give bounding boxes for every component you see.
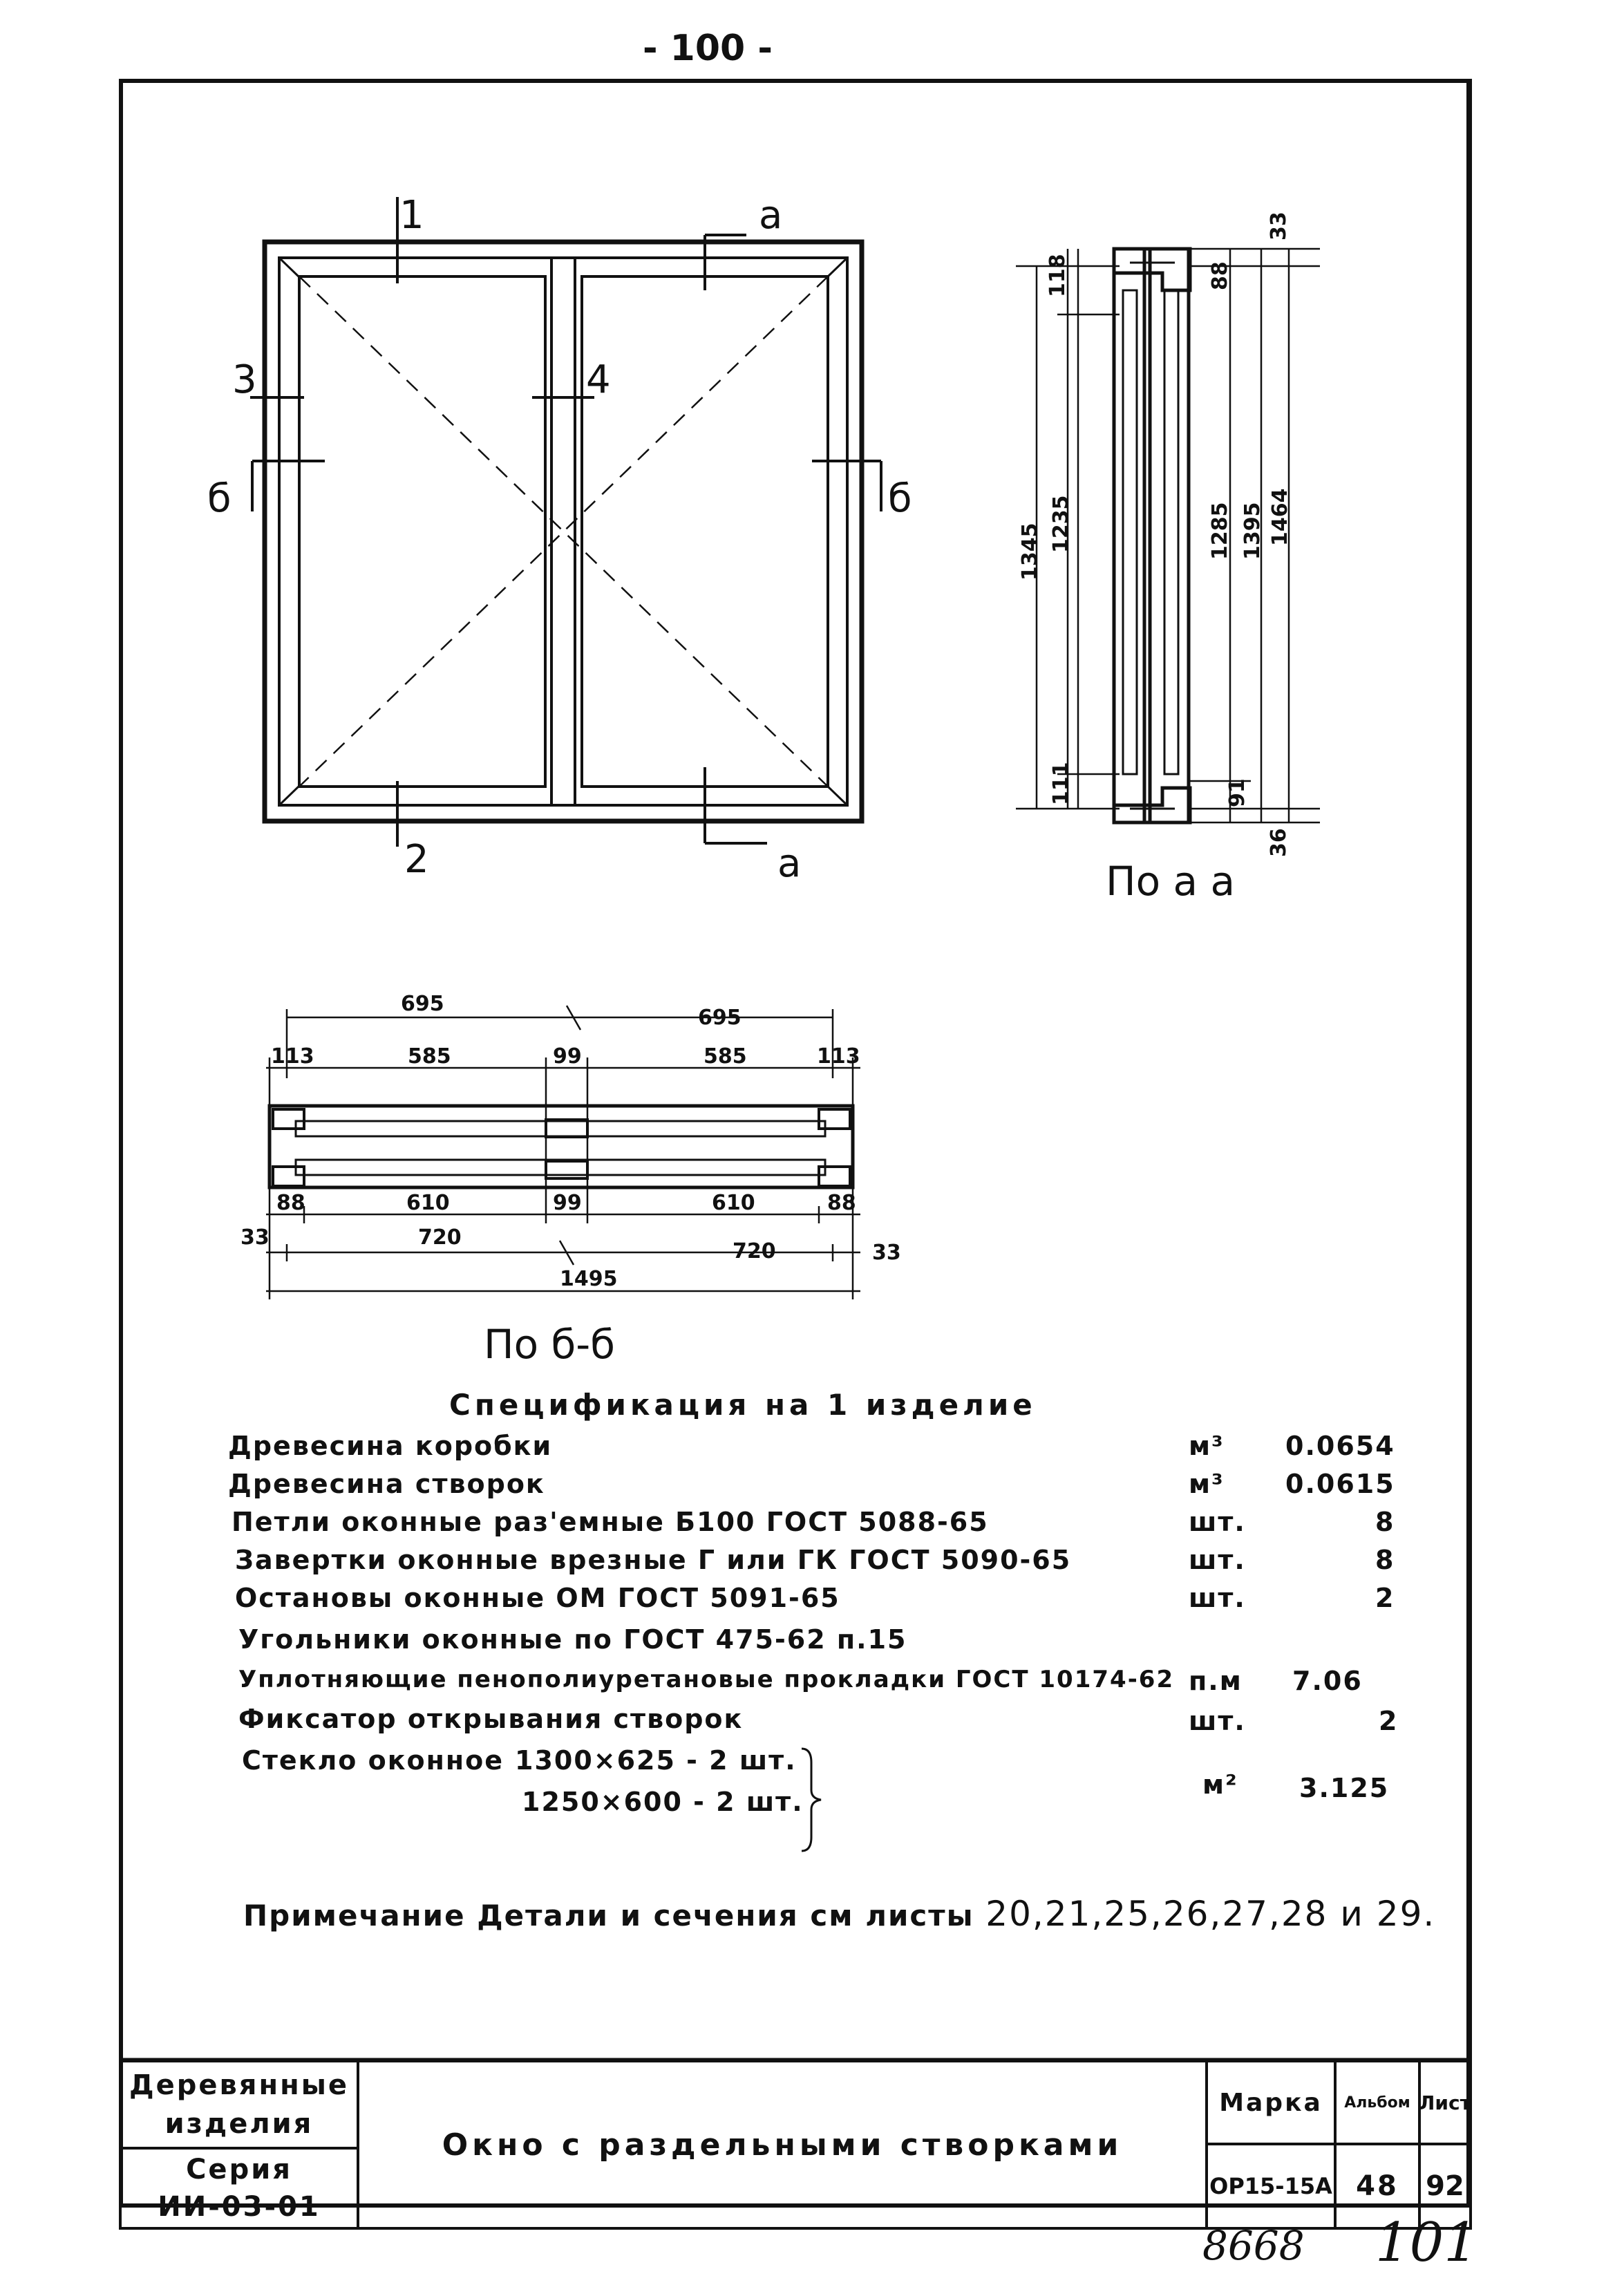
dim-88-right: 88 — [827, 1191, 856, 1215]
spec-row-name: Остановы оконные ОМ ГОСТ 5091-65 — [235, 1583, 840, 1613]
page-number: - 100 - — [643, 28, 773, 69]
spec-row-name: Фиксатор открывания створок — [238, 1704, 744, 1734]
glass-label: Стекло оконное — [242, 1745, 504, 1776]
dim-695-left: 695 — [401, 992, 444, 1016]
album-value: 48 — [1334, 2143, 1421, 2230]
dim-88: 88 — [1208, 261, 1232, 290]
cut-mark-4: 4 — [586, 357, 611, 402]
sheet-label: Лист — [1418, 2060, 1472, 2145]
dim-99-bottom: 99 — [553, 1191, 582, 1215]
category-line-1: Деревянные — [129, 2069, 350, 2101]
spec-row-value: 8 — [1375, 1507, 1395, 1537]
dim-1345: 1345 — [1018, 523, 1042, 581]
dim-33: 33 — [1267, 211, 1291, 241]
title-block-title: Окно с раздельными створками — [357, 2060, 1208, 2230]
dim-610-left: 610 — [406, 1191, 450, 1215]
section-aa-dim-text — [1018, 211, 1292, 857]
spec-row-value: 2 — [1379, 1706, 1399, 1736]
series-value: ИИ-03-01 — [158, 2191, 321, 2223]
section-aa-caption: По а а — [1106, 858, 1236, 905]
section-aa — [1114, 249, 1190, 822]
spec-row-unit: м³ — [1189, 1469, 1225, 1499]
mark-label: Марка — [1205, 2060, 1337, 2145]
album-label: Альбом — [1334, 2060, 1421, 2145]
glass-line-2: 1250×600 - 2 шт. — [522, 1787, 804, 1817]
spec-row-name: Древесина коробки — [228, 1431, 553, 1461]
spec-row-name: Петли оконные раз'емные Б100 ГОСТ 5088-65 — [232, 1507, 989, 1537]
section-bb — [270, 1106, 853, 1187]
spec-row-name: Угольники оконные по ГОСТ 475-62 п.15 — [238, 1624, 907, 1655]
note — [243, 1894, 1435, 1934]
dim-99-top: 99 — [553, 1044, 582, 1069]
spec-row-unit: п.м — [1189, 1666, 1243, 1696]
spec-row-unit: шт. — [1189, 1507, 1246, 1537]
spec-row-value: 8 — [1375, 1545, 1395, 1575]
series-label: Серия — [186, 2154, 292, 2185]
category-line-2: изделия — [164, 2108, 314, 2140]
spec-row-value: 2 — [1375, 1583, 1395, 1613]
note-sheets: 20,21,25,26,27,28 и 29. — [985, 1894, 1436, 1934]
dim-610-right: 610 — [712, 1191, 755, 1215]
dim-33-right: 33 — [872, 1241, 901, 1265]
spec-row-name: Завертки оконные врезные Г или ГК ГОСТ 5090-65 — [235, 1545, 1072, 1575]
dim-585-left: 585 — [408, 1044, 451, 1069]
section-bb-dim-text — [240, 992, 901, 1291]
cut-mark-3: 3 — [232, 357, 257, 402]
title-block-category — [119, 2060, 359, 2150]
spec-row-name: Уплотняющие пенополиуретановые прокладки ГОСТ 10174-62 — [238, 1666, 1175, 1693]
cut-mark-b-right: б — [888, 476, 912, 521]
dim-91: 91 — [1225, 778, 1249, 807]
spec-row-unit: м³ — [1189, 1431, 1225, 1461]
spec-row-value: 0.0615 — [1285, 1469, 1395, 1499]
dim-695-right: 695 — [698, 1006, 742, 1030]
title-block-series — [119, 2147, 359, 2230]
handwritten-page: 101 — [1375, 2212, 1478, 2274]
spec-row-unit: шт. — [1189, 1583, 1246, 1613]
glass-brace — [802, 1749, 821, 1851]
cut-mark-a-top: а — [759, 193, 783, 238]
dim-36: 36 — [1267, 828, 1291, 857]
spec-row-value: 0.0654 — [1285, 1431, 1395, 1461]
mark-value: ОР15-15А — [1205, 2143, 1337, 2230]
dim-113-left: 113 — [271, 1044, 314, 1069]
dim-33-left: 33 — [240, 1225, 270, 1250]
dim-111: 111 — [1049, 762, 1073, 805]
spec-row-name: Древесина створок — [228, 1469, 545, 1499]
dim-113-right: 113 — [817, 1044, 860, 1069]
spec-row-unit: шт. — [1189, 1545, 1246, 1575]
dim-118: 118 — [1046, 254, 1070, 297]
dim-1285: 1285 — [1208, 502, 1232, 560]
cut-mark-1: 1 — [399, 193, 424, 238]
handwritten-stamp-number: 8668 — [1202, 2222, 1305, 2269]
dim-1395: 1395 — [1240, 502, 1265, 560]
spec-row-unit: шт. — [1189, 1706, 1246, 1736]
glass-value: 3.125 — [1299, 1773, 1390, 1803]
note-text: Примечание Детали и сечения см листы — [243, 1899, 974, 1933]
sheet-value: 92 — [1418, 2143, 1472, 2230]
cut-mark-a-bottom: а — [777, 841, 802, 886]
dim-585-right: 585 — [704, 1044, 747, 1069]
spec-row-value: 7.06 — [1292, 1666, 1363, 1696]
window-elevation — [250, 197, 881, 847]
dim-720-right: 720 — [733, 1239, 776, 1263]
dim-1495: 1495 — [560, 1267, 618, 1291]
cut-mark-b-left: б — [207, 476, 232, 521]
spec-title: Спецификация на 1 изделие — [449, 1388, 1037, 1422]
glass-line-1: 1300×625 - 2 шт. — [515, 1745, 797, 1776]
dim-1464: 1464 — [1268, 488, 1292, 546]
glass-unit: м² — [1202, 1769, 1238, 1800]
section-bb-caption: По б-б — [484, 1321, 616, 1368]
dim-720-left: 720 — [418, 1225, 462, 1250]
cut-mark-2: 2 — [404, 837, 429, 882]
dim-1235: 1235 — [1049, 495, 1073, 553]
dim-88-left: 88 — [276, 1191, 305, 1215]
